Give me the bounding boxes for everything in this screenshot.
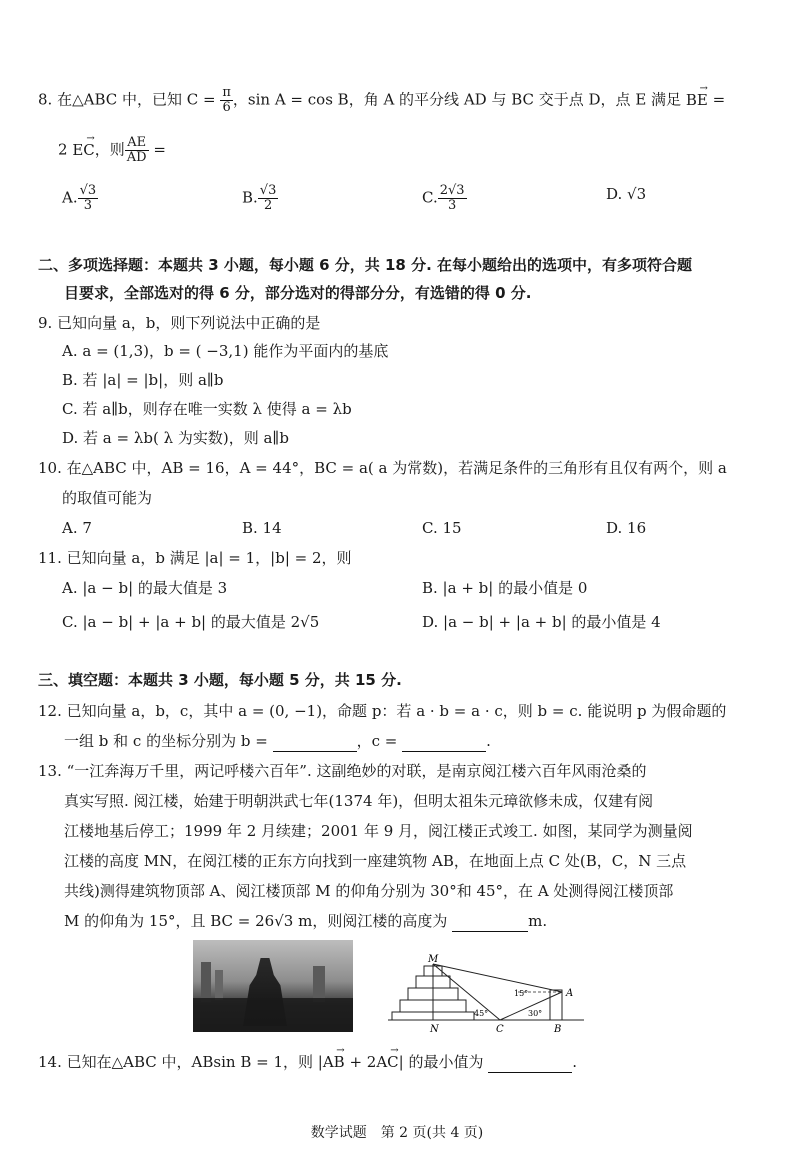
frac-den: 2	[263, 198, 273, 213]
photo-building	[313, 966, 325, 1002]
q13-line5: 共线)测得建筑物顶部 A、阅江楼顶部 M 的仰角分别为 30°和 45°，在 A 处测得阅江楼顶部	[64, 882, 674, 900]
frac-num: √3	[259, 183, 277, 198]
q12-period: .	[486, 732, 491, 750]
q13-line1: 13. “一江奔海万千里，两记呼楼六百年”. 这副绝妙的对联，是南京阅江楼六百年风雨沧桑的	[38, 762, 647, 780]
option-frac	[78, 184, 99, 213]
q12-line1: 12. 已知向量 a，b，c，其中 a = (0, −1)，命题 p：若 a · b = a · c，则 b = c. 能说明 p 为假命题的	[38, 702, 727, 720]
q14-text-a: 14. 已知在△ABC 中，ABsin B = 1，则 |	[38, 1053, 323, 1071]
q13-line6	[64, 911, 547, 932]
q10-option-C: C. 15	[422, 519, 462, 537]
q8-pi-over-6	[220, 86, 233, 115]
vector-AC: → AC	[376, 1045, 399, 1071]
label-angle-45: 45°	[474, 1009, 489, 1018]
photo-trees	[193, 998, 353, 1032]
option-label: D.	[606, 185, 623, 203]
q8-option-A	[62, 184, 98, 213]
yuejiang-tower-photo	[193, 940, 353, 1032]
section2-heading-2: 目要求，全部选对的得 6 分，部分选对的得部分分，有选错的得 0 分.	[64, 284, 532, 302]
option-label: B.	[242, 188, 258, 207]
vector-AB: → AB	[322, 1045, 345, 1071]
q8-AD: AD	[126, 150, 147, 165]
q9-option-A: A. a = (1,3)，b = ( −3,1) 能作为平面内的基底	[62, 342, 389, 360]
vector-EC-label: EC	[72, 140, 95, 159]
q8-two: 2	[58, 140, 68, 159]
q14-answer-blank[interactable]	[488, 1052, 572, 1073]
q14-period: .	[572, 1053, 578, 1071]
q11-option-D: D. |a − b| + |a + b| 的最小值是 4	[422, 613, 661, 631]
q8-line2	[58, 132, 166, 165]
q13-text: M 的仰角为 15°，且 BC = 26√3 m，则阅江楼的高度为	[64, 912, 448, 930]
q12-b-label: 一组 b 和 c 的坐标分别为 b =	[64, 732, 268, 750]
label-N: N	[430, 1024, 439, 1034]
page-footer: 数学试题 第 2 页(共 4 页)	[310, 1125, 484, 1141]
q8-option-C	[422, 184, 467, 213]
photo-building	[201, 962, 211, 1002]
q10-option-D: D. 16	[606, 519, 647, 537]
q13-answer-blank[interactable]	[452, 911, 528, 932]
frac-num: √3	[79, 183, 97, 198]
q8-six: 6	[222, 100, 231, 115]
vector-BE-label: BE	[685, 90, 708, 109]
q12-line2	[64, 731, 491, 752]
q11-option-C: C. |a − b| + |a + b| 的最大值是 2√5	[62, 613, 320, 631]
q13-unit: m.	[528, 912, 548, 930]
q8-eq2: =	[148, 140, 166, 159]
q13-line4: 江楼的高度 MN，在阅江楼的正东方向找到一座建筑物 AB，在地面上点 C 处(B，C，N 三点	[64, 852, 687, 870]
section2-heading-1: 二、多项选择题：本题共 3 小题，每小题 6 分，共 18 分. 在每小题给出的选项中，有多项符合题	[38, 256, 693, 274]
q8-line1	[38, 82, 726, 115]
q10-option-B: B. 14	[242, 519, 282, 537]
label-angle-15: 15°	[514, 989, 529, 998]
measurement-diagram	[388, 952, 588, 1034]
q11-option-B: B. |a + b| 的最小值是 0	[422, 579, 588, 597]
photo-building	[215, 970, 223, 1000]
q8-option-B	[242, 184, 278, 213]
q13-line3: 江楼地基后停工；1999 年 2 月续建；2001 年 9 月，阅江楼正式竣工. 如图，某同学为测量阅	[64, 822, 693, 840]
section3-heading: 三、填空题：本题共 3 小题，每小题 5 分，共 15 分.	[38, 671, 402, 689]
option-text: √3	[627, 185, 647, 203]
q11-stem: 11. 已知向量 a，b 满足 |a| = 1，|b| = 2，则	[38, 549, 352, 567]
q13-line2: 真实写照. 阅江楼，始建于明朝洪武七年(1374 年)，但明太祖朱元璋欲修未成，仅建有阅	[64, 792, 654, 810]
label-angle-30: 30°	[528, 1009, 543, 1018]
q10-line1: 10. 在△ABC 中，AB = 16，A = 44°，BC = a( a 为常数)，若满足条件的三角形有且仅有两个，则 a	[38, 459, 727, 477]
vector-AC-label: AC	[376, 1053, 399, 1071]
q12-b-blank[interactable]	[273, 731, 357, 752]
label-C: C	[496, 1024, 504, 1034]
frac-den: 3	[447, 198, 457, 213]
q9-option-C: C. 若 a∥b，则存在唯一实数 λ 使得 a = λb	[62, 400, 352, 418]
q14-plus: + 2	[344, 1053, 377, 1071]
frac-den: 3	[83, 198, 93, 213]
q11-option-A: A. |a − b| 的最大值是 3	[62, 579, 228, 597]
vector-BE: → BE	[685, 82, 708, 109]
q9-stem: 9. 已知向量 a，b，则下列说法中正确的是	[38, 314, 321, 332]
q8-pi: π	[222, 85, 231, 100]
q8-ae-over-ad	[125, 136, 149, 165]
q8-text-b: ，sin A = cos B，角 A 的平分线 AD 与 BC 交于点 D，点 E 满足	[232, 90, 682, 109]
option-label: C.	[422, 188, 438, 207]
q8-AE: AE	[125, 136, 149, 151]
label-M: M	[428, 954, 439, 965]
q10-option-A: A. 7	[62, 519, 92, 537]
q14-text-b: | 的最小值为	[398, 1053, 484, 1071]
q8-text: 8. 在△ABC 中，已知 C =	[38, 90, 216, 109]
q8-option-D	[606, 184, 646, 204]
label-B: B	[554, 1024, 562, 1034]
frac-num: 2√3	[439, 183, 465, 198]
option-frac	[438, 184, 467, 213]
label-A: A	[566, 988, 574, 999]
q9-option-B: B. 若 |a| = |b|，则 a∥b	[62, 371, 224, 389]
vector-AB-label: AB	[322, 1053, 345, 1071]
q12-c-label: ，c =	[356, 732, 398, 750]
q8-then: ，则	[94, 140, 125, 159]
q9-option-D: D. 若 a = λb( λ 为实数)，则 a∥b	[62, 429, 289, 447]
option-frac	[258, 184, 279, 213]
q8-eq: =	[707, 90, 726, 109]
q14-line	[38, 1045, 578, 1073]
option-label: A.	[62, 188, 78, 207]
vector-EC: → EC	[72, 132, 95, 159]
q10-line2: 的取值可能为	[62, 489, 153, 507]
q12-c-blank[interactable]	[402, 731, 486, 752]
